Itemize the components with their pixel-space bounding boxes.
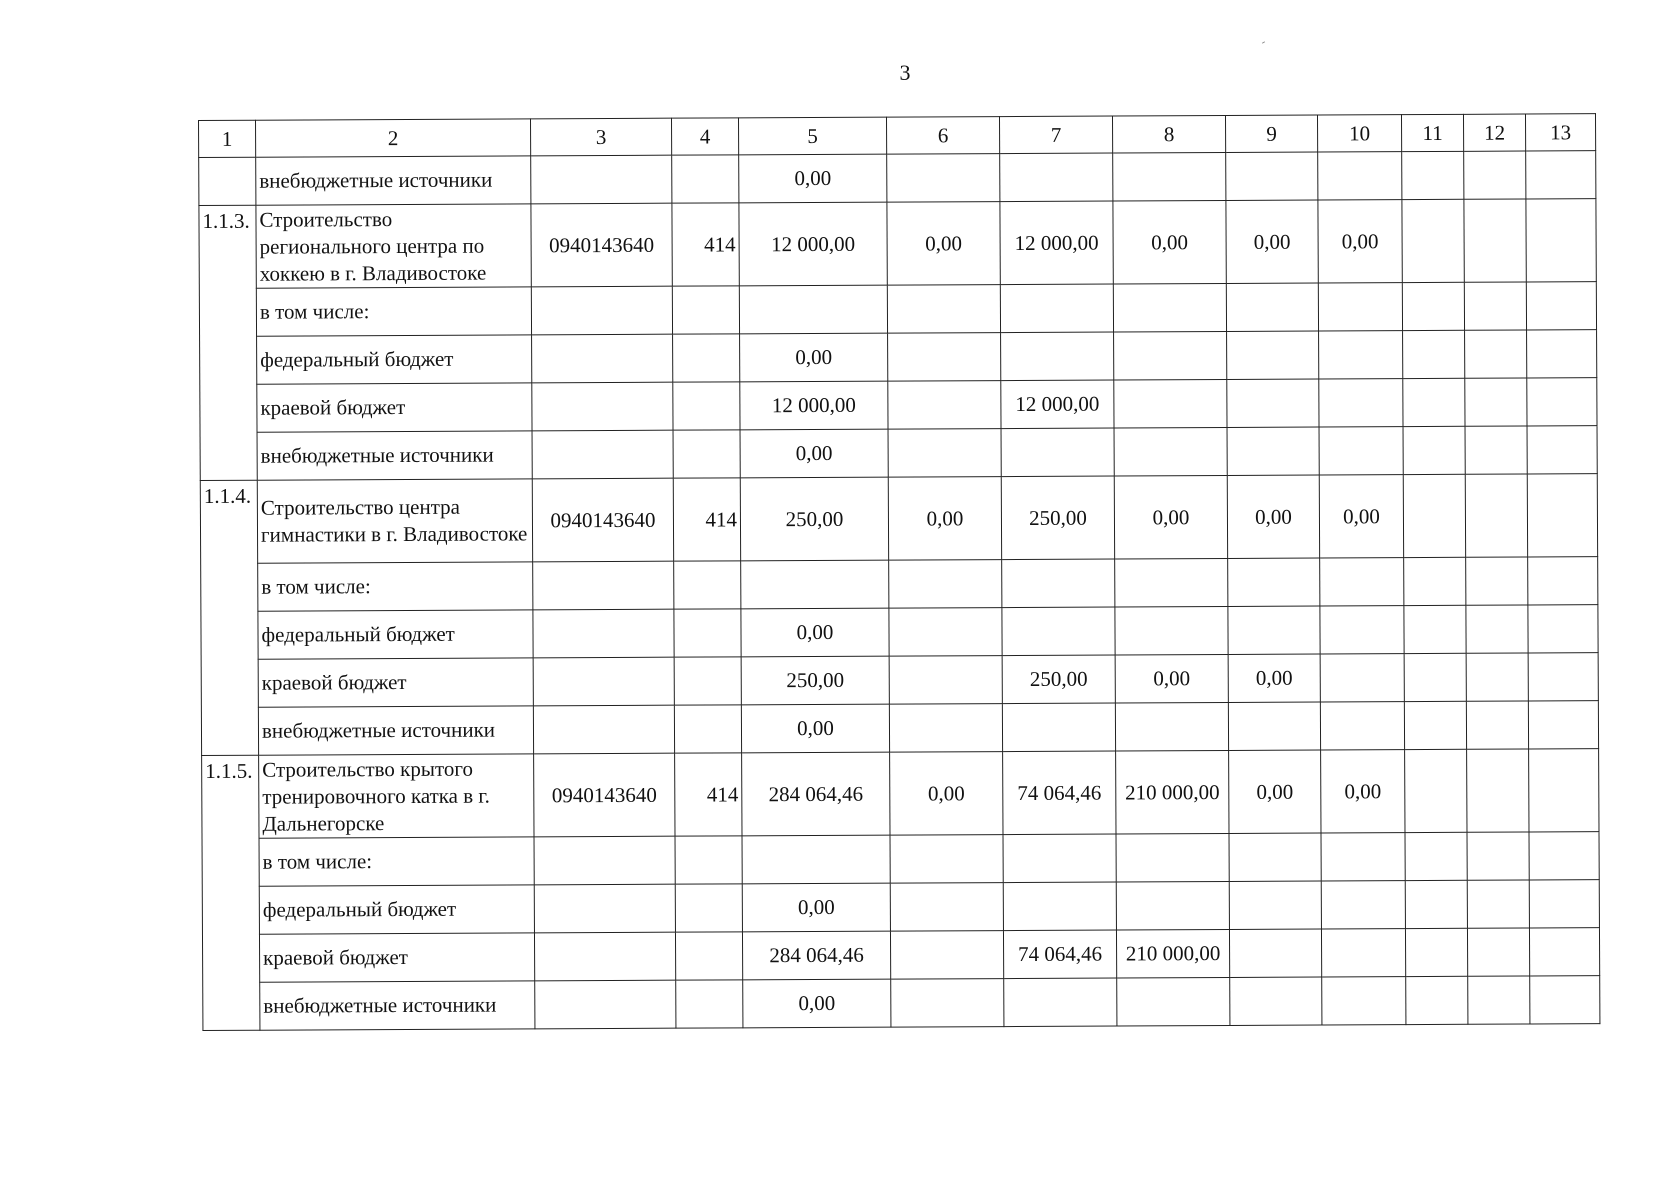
cell-c8: 0,00 <box>1115 654 1228 703</box>
row-name: внебюджетные источники <box>256 156 531 205</box>
cell <box>890 835 1003 884</box>
cell <box>887 285 1000 334</box>
scan-speck <box>1262 41 1265 43</box>
cell <box>1226 283 1318 331</box>
cell <box>1230 977 1322 1025</box>
cell <box>672 155 739 203</box>
cell-c3: 0940143640 <box>531 203 672 287</box>
cell <box>1526 282 1596 330</box>
row-title: Строительство центра гимнастики в г. Владивостоке <box>257 479 532 563</box>
cell-c5: 250,00 <box>741 656 889 705</box>
page-number: 3 <box>899 60 911 85</box>
header-cell: 7 <box>999 116 1112 154</box>
table-row <box>199 282 1596 337</box>
cell <box>1527 426 1597 474</box>
cell <box>532 430 673 479</box>
header-cell: 5 <box>738 117 886 155</box>
cell-c7: 12 000,00 <box>1000 201 1113 285</box>
budget-table <box>198 113 1600 1031</box>
header-cell: 10 <box>1317 115 1401 152</box>
cell <box>1319 427 1403 475</box>
cell <box>1528 701 1598 749</box>
cell <box>674 561 741 609</box>
cell-c4: 414 <box>675 753 742 836</box>
cell-c5: 12 000,00 <box>739 202 887 286</box>
cell-c6: 0,00 <box>888 477 1001 561</box>
cell <box>673 430 740 478</box>
cell <box>1229 881 1321 929</box>
cell <box>1526 151 1596 199</box>
cell <box>1320 558 1404 606</box>
cell <box>534 932 675 981</box>
cell <box>1320 702 1404 750</box>
cell <box>1115 702 1228 751</box>
cell <box>888 333 1001 382</box>
cell-c10: 0,00 <box>1318 200 1402 283</box>
cell <box>1465 474 1527 557</box>
cell <box>1114 427 1227 476</box>
cell <box>1466 557 1528 605</box>
cell <box>1527 330 1597 378</box>
cell <box>535 980 676 1029</box>
cell <box>1113 152 1226 201</box>
cell <box>1001 332 1114 381</box>
table-row <box>201 701 1598 756</box>
cell <box>1528 605 1598 653</box>
cell <box>673 334 740 382</box>
cell <box>1321 929 1405 977</box>
cell <box>1320 606 1404 654</box>
cell <box>673 382 740 430</box>
cell-c3: 0940143640 <box>534 753 675 837</box>
cell <box>1402 282 1464 330</box>
cell <box>1527 378 1597 426</box>
cell-c9: 0,00 <box>1226 200 1318 283</box>
header-cell: 13 <box>1525 114 1595 151</box>
cell <box>1321 833 1405 881</box>
table-row <box>201 605 1598 660</box>
cell-c4: 414 <box>673 478 740 561</box>
table-row <box>199 151 1596 206</box>
table-row <box>199 199 1596 289</box>
cell <box>1226 152 1318 200</box>
row-name: в том числе: <box>256 287 531 336</box>
cell-c7: 74 064,46 <box>1003 751 1116 835</box>
cell <box>1405 749 1467 832</box>
cell <box>1529 880 1599 928</box>
row-name: внебюджетные источники <box>258 706 533 755</box>
cell-c9: 0,00 <box>1227 475 1319 558</box>
table-row <box>202 749 1599 839</box>
cell <box>1001 428 1114 477</box>
cell-c5: 0,00 <box>739 154 887 203</box>
header-cell: 12 <box>1463 114 1525 151</box>
header-cell: 11 <box>1401 114 1463 151</box>
cell <box>1464 151 1526 199</box>
cell-c5: 12 000,00 <box>740 381 888 430</box>
cell <box>1320 654 1404 702</box>
cell <box>1116 833 1229 882</box>
table-row <box>200 330 1597 385</box>
row-name: федеральный бюджет <box>258 610 533 659</box>
cell <box>1318 152 1402 200</box>
table-row <box>200 426 1597 481</box>
cell <box>1405 928 1467 976</box>
cell <box>1228 606 1320 654</box>
cell <box>739 285 887 334</box>
cell <box>531 155 672 204</box>
cell <box>1404 701 1466 749</box>
cell <box>890 931 1003 980</box>
cell <box>534 836 675 885</box>
cell <box>1465 378 1527 426</box>
cell <box>1403 330 1465 378</box>
row-name: краевой бюджет <box>258 658 533 707</box>
cell <box>1322 977 1406 1025</box>
cell <box>1228 702 1320 750</box>
cell <box>888 429 1001 478</box>
table-row <box>200 378 1597 433</box>
cell <box>742 835 890 884</box>
row-title: Строительство крытого тренировочного катка в г. Дальнегорске <box>259 754 534 838</box>
cell-c10: 0,00 <box>1321 750 1405 833</box>
cell-c7: 12 000,00 <box>1001 380 1114 429</box>
row-name: федеральный бюджет <box>257 335 532 384</box>
cell <box>1466 653 1528 701</box>
cell <box>1464 199 1526 282</box>
cell <box>1464 282 1526 330</box>
cell <box>674 609 741 657</box>
cell-c5: 0,00 <box>741 704 889 753</box>
cell <box>1405 832 1467 880</box>
cell <box>533 705 674 754</box>
row-name: в том числе: <box>259 837 534 886</box>
cell <box>533 657 674 706</box>
cell-c7: 250,00 <box>1002 655 1115 704</box>
cell <box>1115 558 1228 607</box>
cell-c9: 0,00 <box>1229 750 1321 833</box>
cell-c8: 210 000,00 <box>1116 929 1229 978</box>
cell-c8 <box>1114 379 1227 428</box>
cell <box>1114 331 1227 380</box>
cell <box>1527 474 1597 557</box>
cell <box>1529 749 1599 832</box>
cell <box>1526 199 1596 282</box>
cell <box>1530 976 1600 1024</box>
cell <box>1529 928 1599 976</box>
cell <box>891 979 1004 1028</box>
cell-c5: 0,00 <box>740 333 888 382</box>
cell-c5: 250,00 <box>740 477 888 561</box>
cell <box>889 608 1002 657</box>
cell <box>1227 331 1319 379</box>
cell <box>1116 881 1229 930</box>
cell <box>1229 833 1321 881</box>
row-name: в том числе: <box>258 562 533 611</box>
cell <box>890 883 1003 932</box>
cell <box>1468 976 1530 1024</box>
row-number-cell: 1.1.5. <box>202 755 260 1030</box>
row-number-cell: 1.1.3. <box>199 205 257 480</box>
cell-c9 <box>1229 929 1321 977</box>
cell <box>1321 881 1405 929</box>
cell <box>1467 749 1529 832</box>
cell-c10: 0,00 <box>1319 475 1403 558</box>
header-cell: 8 <box>1112 115 1225 153</box>
header-cell: 6 <box>886 117 999 155</box>
header-cell: 1 <box>199 120 256 157</box>
cell <box>1405 880 1467 928</box>
cell <box>533 561 674 610</box>
table-row <box>201 653 1598 708</box>
cell-c3: 0940143640 <box>532 478 673 562</box>
cell-c5: 0,00 <box>740 429 888 478</box>
cell-c7: 250,00 <box>1001 476 1114 560</box>
cell <box>1000 153 1113 202</box>
cell-c6: 0,00 <box>887 202 1000 286</box>
cell <box>534 884 675 933</box>
cell <box>674 657 741 705</box>
cell <box>1318 283 1402 331</box>
cell <box>532 382 673 431</box>
cell <box>1404 605 1466 653</box>
cell <box>1228 558 1320 606</box>
cell <box>888 381 1001 430</box>
cell <box>1403 474 1465 557</box>
cell-c5: 284 064,46 <box>742 752 890 836</box>
cell <box>1466 605 1528 653</box>
row-number-cell: 1.1.4. <box>200 480 258 755</box>
cell <box>1406 976 1468 1024</box>
cell <box>889 704 1002 753</box>
cell <box>1115 606 1228 655</box>
cell <box>1117 977 1230 1026</box>
cell <box>889 656 1002 705</box>
cell <box>1404 653 1466 701</box>
cell <box>1403 426 1465 474</box>
cell <box>674 705 741 753</box>
cell-c8: 0,00 <box>1113 200 1226 284</box>
table-row <box>200 474 1597 564</box>
row-name: федеральный бюджет <box>259 885 534 934</box>
cell <box>1003 882 1116 931</box>
cell <box>1319 379 1403 427</box>
cell-c9: 0,00 <box>1228 654 1320 702</box>
cell-c9 <box>1227 379 1319 427</box>
cell <box>675 884 742 932</box>
header-cell: 2 <box>256 119 531 157</box>
cell <box>1002 559 1115 608</box>
row-name: внебюджетные источники <box>257 431 532 480</box>
table-row <box>202 832 1599 887</box>
cell <box>887 154 1000 203</box>
cell-c4: 414 <box>672 203 739 286</box>
header-cell: 9 <box>1225 115 1317 152</box>
cell <box>1467 832 1529 880</box>
cell <box>1467 928 1529 976</box>
cell <box>1004 978 1117 1027</box>
cell-c8: 210 000,00 <box>1116 750 1229 834</box>
cell <box>1002 703 1115 752</box>
cell-c5: 0,00 <box>741 608 889 657</box>
cell-c5: 0,00 <box>742 883 890 932</box>
table-row <box>202 928 1599 983</box>
table-row <box>203 976 1600 1031</box>
cell <box>1465 330 1527 378</box>
cell <box>1113 283 1226 332</box>
cell <box>531 286 672 335</box>
cell <box>1528 557 1598 605</box>
cell <box>1466 701 1528 749</box>
cell <box>741 560 889 609</box>
row-title: Строительство регионального центра по хоккею в г. Владивостоке <box>256 204 531 288</box>
cell <box>1404 557 1466 605</box>
table-row <box>201 557 1598 612</box>
cell <box>1467 880 1529 928</box>
cell <box>1000 284 1113 333</box>
cell <box>672 286 739 334</box>
cell <box>1227 427 1319 475</box>
cell-c5: 284 064,46 <box>742 931 890 980</box>
cell <box>1403 378 1465 426</box>
cell-c8: 0,00 <box>1114 475 1227 559</box>
header-cell: 4 <box>671 118 738 155</box>
cell-c7: 74 064,46 <box>1003 930 1116 979</box>
row-name: краевой бюджет <box>257 383 532 432</box>
cell <box>1402 151 1464 199</box>
header-cell: 3 <box>530 118 671 156</box>
cell <box>533 609 674 658</box>
cell <box>1529 832 1599 880</box>
row-name: краевой бюджет <box>259 933 534 982</box>
cell-c6: 0,00 <box>890 752 1003 836</box>
row-number-cell <box>199 157 256 205</box>
cell <box>532 334 673 383</box>
table-row <box>202 880 1599 935</box>
cell <box>1528 653 1598 701</box>
cell <box>675 836 742 884</box>
cell <box>1319 331 1403 379</box>
cell <box>676 980 743 1028</box>
cell <box>675 932 742 980</box>
cell-c5: 0,00 <box>743 979 891 1028</box>
cell <box>1002 607 1115 656</box>
cell <box>1003 834 1116 883</box>
cell <box>1465 426 1527 474</box>
cell <box>889 560 1002 609</box>
row-name: внебюджетные источники <box>260 981 535 1030</box>
cell <box>1402 199 1464 282</box>
